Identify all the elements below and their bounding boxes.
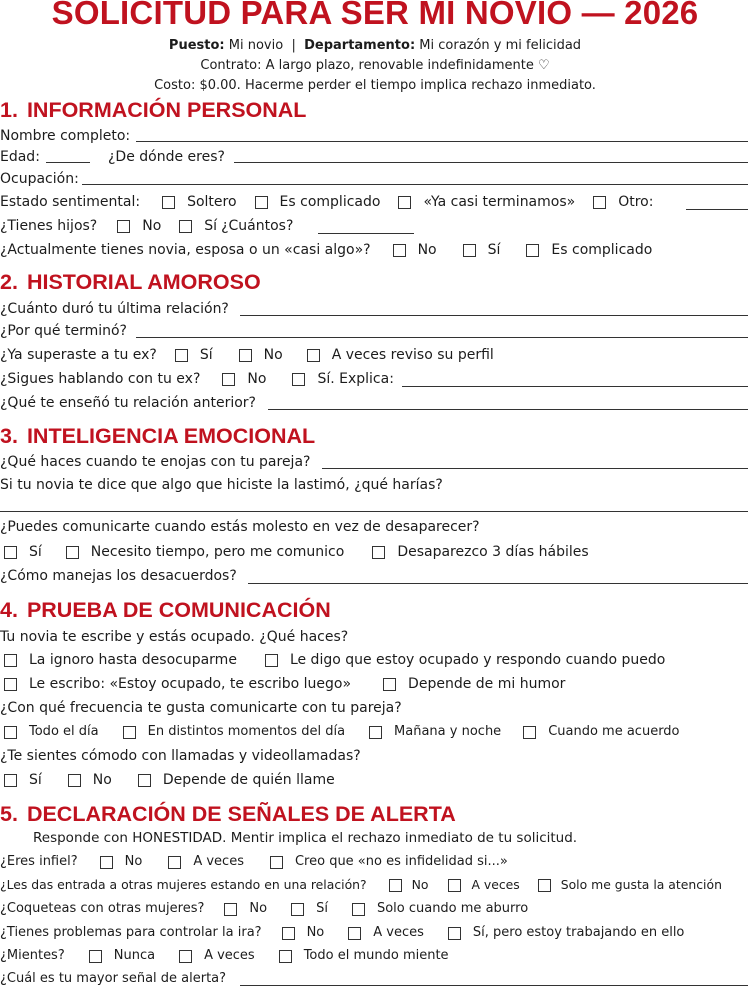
opt-infiel-aveces[interactable]: A veces [168,851,244,873]
opt-otro[interactable]: Otro: [593,191,653,213]
header-contract: Contrato: A largo plazo, renovable indefinidamente ♡ [200,58,550,73]
opt-ira-aveces[interactable]: A veces [348,922,424,944]
q-coqueteas-row [0,898,546,920]
q-infiel-row [0,851,526,873]
q-estado-row [0,191,657,213]
enseno-field[interactable] [268,409,748,410]
q-enseno-label: ¿Qué te enseñó tu relación anterior? [0,395,256,411]
q-lastimo-label: Si tu novia te dice que algo que hiciste la lastimó, ¿qué harías? [0,477,443,493]
checkbox[interactable] [4,774,17,787]
q-novia-row [0,239,670,261]
q-mientes-row [0,945,467,967]
q-entrada-label: ¿Les das entrada a otras mujeres estando en una relación? [0,877,367,892]
opt-entrada-aveces[interactable]: A veces [448,874,519,896]
opt-comunica-si[interactable]: Sí [4,541,42,563]
section-2-heading: 2. HISTORIAL AMOROSO [0,270,261,294]
opt-trabajando[interactable]: Sí, pero estoy trabajando en ello [448,922,685,944]
q-estado-label: Estado sentimental: [0,194,141,210]
q-novia-label: ¿Actualmente tienes novia, esposa o un «casi algo»? [0,242,371,258]
opt-digo-ocupado[interactable]: Le digo que estoy ocupado y respondo cuando puedo [265,649,665,671]
q-comunicarte-options [4,541,607,563]
header-position-line: Puesto: Mi novio | Departamento: Mi corazón y mi felicidad [168,38,582,53]
checkbox[interactable] [369,726,382,739]
senal-field[interactable] [240,985,748,986]
q-ocupado-options-a [4,649,683,671]
lastimo-field[interactable] [0,511,748,512]
opt-casi-terminamos[interactable]: «Ya casi terminamos» [398,191,575,213]
section-4-heading: 4. PRUEBA DE COMUNICACIÓN [0,598,331,622]
checkbox[interactable] [352,903,365,916]
duracion-field[interactable] [240,315,748,316]
checkbox[interactable] [398,196,411,209]
checkbox[interactable] [224,903,237,916]
q-ocupacion-label: Ocupación: [0,171,79,187]
q-hablando-row [0,368,398,390]
opt-superaste-si[interactable]: Sí [175,344,213,366]
explica-field[interactable] [402,386,748,387]
termino-field[interactable] [136,337,748,338]
edad-field[interactable] [46,162,90,163]
opt-me-aburro[interactable]: Solo cuando me aburro [352,898,528,920]
opt-ignoro[interactable]: La ignoro hasta desocuparme [4,649,237,671]
opt-hablando-no[interactable]: No [222,368,266,390]
checkbox[interactable] [282,927,295,940]
opt-superaste-no[interactable]: No [239,344,283,366]
q-entrada-row [0,874,722,896]
section-1-heading: 1. INFORMACIÓN PERSONAL [0,98,307,122]
checkbox[interactable] [383,678,396,691]
opt-todo-el-dia[interactable]: Todo el día [4,721,99,743]
opt-manana-noche[interactable]: Mañana y noche [369,721,501,743]
section-3-heading: 3. INTELIGENCIA EMOCIONAL [0,424,316,448]
checkbox[interactable] [162,196,175,209]
checkbox[interactable] [4,678,17,691]
opt-cuando-me-acuerdo[interactable]: Cuando me acuerdo [523,721,679,743]
opt-infiel-no[interactable]: No [100,851,143,873]
q-ira-row [0,922,702,944]
opt-hijos-si[interactable]: Sí [179,215,217,237]
nombre-field[interactable] [136,141,748,142]
q-ocupado-options-b [4,673,583,695]
q-senal-label: ¿Cuál es tu mayor señal de alerta? [0,971,227,986]
checkbox[interactable] [292,373,305,386]
q-hablando-label: ¿Sigues hablando con tu ex? [0,371,201,387]
opt-novia-no[interactable]: No [393,239,437,261]
checkbox[interactable] [593,196,606,209]
opt-coqueteas-si[interactable]: Sí [291,898,328,920]
q-edad-label: Edad: [0,149,40,165]
q-ira-label: ¿Tienes problemas para controlar la ira? [0,925,262,940]
q-duracion-label: ¿Cuánto duró tu última relación? [0,301,229,317]
q-frecuencia-options [4,721,680,743]
checkbox[interactable] [4,654,17,667]
opt-distintos-momentos[interactable]: En distintos momentos del día [123,721,345,743]
checkbox[interactable] [389,879,402,892]
checkbox[interactable] [448,927,461,940]
checkbox[interactable] [68,774,81,787]
opt-llamadas-si[interactable]: Sí [4,769,42,791]
opt-atencion[interactable]: Solo me gusta la atención [538,874,722,896]
opt-escribo-luego[interactable]: Le escribo: «Estoy ocupado, te escribo luego» [4,673,351,695]
checkbox[interactable] [463,244,476,257]
opt-novia-complicado[interactable]: Es complicado [526,239,652,261]
opt-coqueteas-no[interactable]: No [224,898,267,920]
q-nombre-label: Nombre completo: [0,128,131,144]
q-infiel-label: ¿Eres infiel? [0,854,78,869]
checkbox[interactable] [255,196,268,209]
q-hijos-label: ¿Tienes hijos? [0,218,98,234]
q-coqueteas-label: ¿Coqueteas con otras mujeres? [0,901,205,916]
checkbox[interactable] [123,726,136,739]
q-comunicarte-label: ¿Puedes comunicarte cuando estás molesto en vez de desaparecer? [0,519,480,535]
opt-hijos-no[interactable]: No [117,215,161,237]
header-cost: Costo: $0.00. Hacerme perder el tiempo implica rechazo inmediato. [154,78,596,93]
opt-humor[interactable]: Depende de mi humor [383,673,565,695]
checkbox[interactable] [89,950,102,963]
checkbox[interactable] [523,726,536,739]
checkbox[interactable] [448,879,461,892]
checkbox[interactable] [138,774,151,787]
checkbox[interactable] [270,856,283,869]
opt-depende-quien[interactable]: Depende de quién llame [138,769,335,791]
q-superaste-row [0,344,512,366]
q-llamadas-label: ¿Te sientes cómodo con llamadas y videollamadas? [0,748,361,764]
checkbox[interactable] [179,220,192,233]
checkbox[interactable] [291,903,304,916]
checkbox[interactable] [175,349,188,362]
q-origen-label: ¿De dónde eres? [108,149,225,165]
opt-llamadas-no[interactable]: No [68,769,112,791]
checkbox[interactable] [372,546,385,559]
checkbox[interactable] [526,244,539,257]
section-5-heading: 5. DECLARACIÓN DE SEÑALES DE ALERTA [0,802,456,826]
opt-hablando-si[interactable]: Sí. Explica: [292,368,393,390]
checkbox[interactable] [538,879,551,892]
q-enojas-label: ¿Qué haces cuando te enojas con tu pareja? [0,454,311,470]
checkbox[interactable] [66,546,79,559]
q-ocupado-label: Tu novia te escribe y estás ocupado. ¿Qué haces? [0,629,349,645]
q-desacuerdos-label: ¿Cómo manejas los desacuerdos? [0,568,237,584]
checkbox[interactable] [117,220,130,233]
opt-desaparezco[interactable]: Desaparezco 3 días hábiles [372,541,588,563]
q-termino-label: ¿Por qué terminó? [0,323,127,339]
honesty-note: Responde con HONESTIDAD. Mentir implica el rechazo inmediato de tu solicitud. [33,830,578,846]
checkbox[interactable] [348,927,361,940]
q-cuantos-label: ¿Cuántos? [221,218,294,234]
checkbox[interactable] [168,856,181,869]
q-frecuencia-label: ¿Con qué frecuencia te gusta comunicarte con tu pareja? [0,700,402,716]
checkbox[interactable] [279,950,292,963]
q-hijos-row [0,215,293,237]
q-mientes-label: ¿Mientes? [0,948,65,963]
ocupacion-field[interactable] [82,184,748,185]
desacuerdos-field[interactable] [248,583,748,584]
opt-ira-no[interactable]: No [282,922,325,944]
checkbox[interactable] [4,726,17,739]
checkbox[interactable] [100,856,113,869]
origen-field[interactable] [234,162,748,163]
opt-novia-si[interactable]: Sí [463,239,501,261]
checkbox[interactable] [179,950,192,963]
checkbox[interactable] [4,546,17,559]
opt-mientes-aveces[interactable]: A veces [179,945,255,967]
opt-no-es-infidelidad[interactable]: Creo que «no es infidelidad si...» [270,851,508,873]
q-superaste-label: ¿Ya superaste a tu ex? [0,347,157,363]
otro-field[interactable] [686,209,748,210]
opt-todo-el-mundo[interactable]: Todo el mundo miente [279,945,449,967]
opt-reviso-perfil[interactable]: A veces reviso su perfil [307,344,494,366]
form-title: SOLICITUD PARA SER MI NOVIO — 2026 [51,0,699,31]
enojas-field[interactable] [322,468,748,469]
opt-entrada-no[interactable]: No [389,874,429,896]
cuantos-field[interactable] [318,233,414,234]
q-llamadas-options [4,769,353,791]
checkbox[interactable] [307,349,320,362]
opt-complicado[interactable]: Es complicado [255,191,381,213]
opt-soltero[interactable]: Soltero [162,191,236,213]
checkbox[interactable] [239,349,252,362]
checkbox[interactable] [393,244,406,257]
opt-necesito-tiempo[interactable]: Necesito tiempo, pero me comunico [66,541,345,563]
checkbox[interactable] [265,654,278,667]
opt-nunca[interactable]: Nunca [89,945,155,967]
checkbox[interactable] [222,373,235,386]
